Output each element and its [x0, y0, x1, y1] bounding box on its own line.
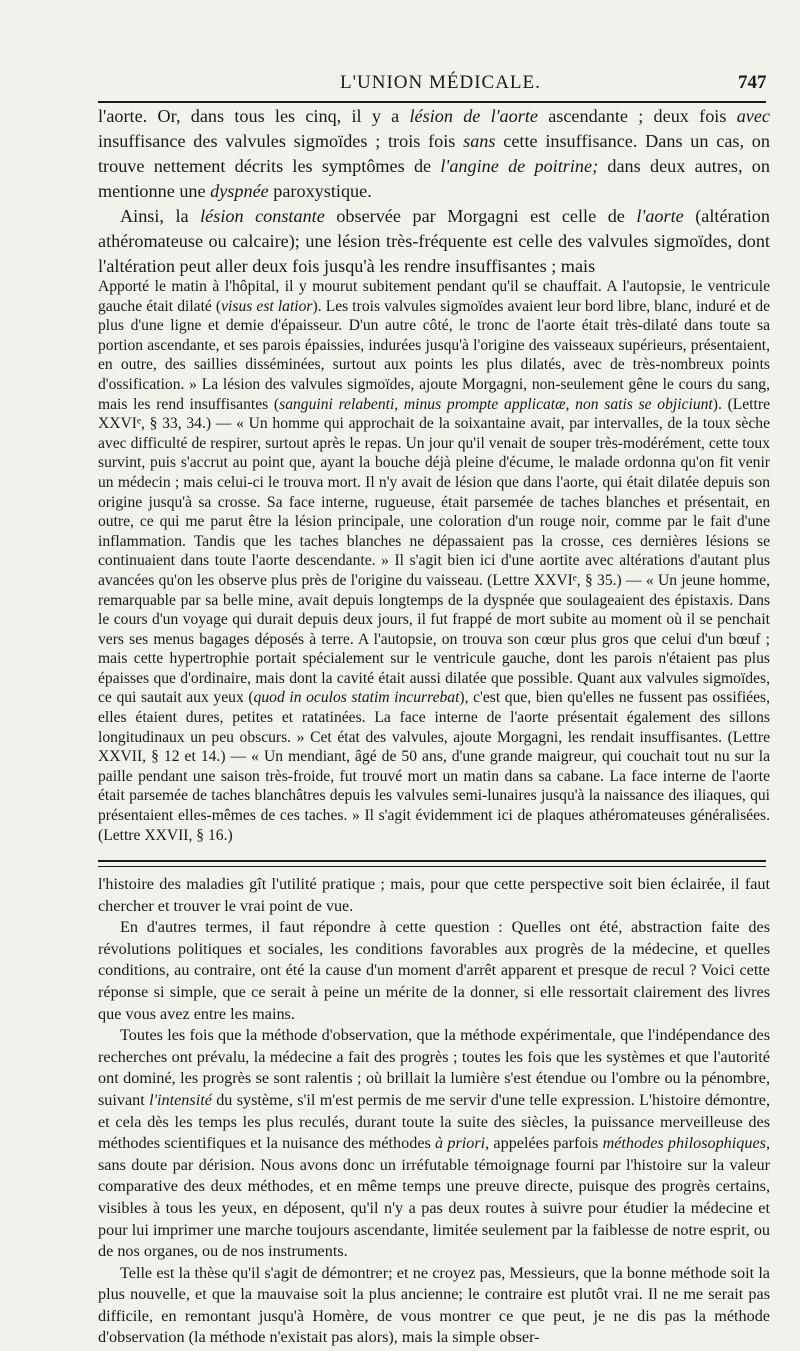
paragraph: Ainsi, la lésion constante observée par Morgagni est celle de l'aorte (altération athéromateuse ou calcaire); une lésion très-fréquente est celle des valvules sigmoïdes, dont l'altération peut aller deux fois jusqu'à les rendre insuffisantes ; mais	[98, 206, 770, 276]
separator-rule-thin	[98, 866, 766, 867]
paragraph: Telle est la thèse qu'il s'agit de démontrer; et ne croyez pas, Messieurs, que la bonne méthode soit la plus nouvelle, et que la mauvaise soit la plus ancienne; le contraire est plutôt vrai. Il ne me serait pas difficile, en remontant jusqu'à Homère, de vous montrer ce que peut, je ne dis pas la méthode d'observation (la méthode n'existait pas alors), mais la simple obser-	[98, 1263, 770, 1347]
running-header	[0, 66, 800, 98]
paragraph: Toutes les fois que la méthode d'observation, que la méthode expérimentale, que l'indépendance des recherches ont prévalu, la médecine a fait des progrès ; toutes les fois que les systèmes et que l'autorité ont dominé, les progrès se sont ralentis ; où brillait la lumière s'est étendue ou l'ombre ou la pénombre, suivant l'intensité du système, s'il m'est permis de me servir d'une telle expression. L'histoire démontre, et cela dès les temps les plus reculés, durant toute la suite des siècles, la puissance merveilleuse des méthodes scientifiques et la nuisance des méthodes à priori, appelées parfois méthodes philosophiques, sans doute par dérision. Nous avons donc un irréfutable témoignage fourni par l'histoire sur la valeur comparative des deux méthodes, et en même temps une preuve directe, puisque des progrès certains, visibles à tous les yeux, en déposent, qu'il n'y a pas deux routes à suivre pour étudier la médecine et pour lui imprimer une marche toujours ascendante, limitée seulement par la faiblesse de notre esprit, ou de nos organes, ou de nos instruments.	[98, 1026, 770, 1261]
paragraph: En d'autres termes, il faut répondre à cette question : Quelles ont été, abstraction faite des révolutions politiques et sociales, les conditions favorables aux progrès de la médecine, et quelles conditions, au contraire, ont été la cause d'un moment d'arrêt apparent et presque de recul ? Voici cette réponse si simple, que ce serait à peine un mérite de la donner, si elle ressortait clairement des livres que vous avez entre les mains.	[98, 918, 770, 1023]
page-number: 747	[738, 72, 767, 93]
journal-title: L'UNION MÉDICALE.	[340, 72, 541, 93]
footnote-text	[98, 277, 770, 845]
main-text-top	[98, 104, 770, 279]
paragraph: l'histoire des maladies gît l'utilité pratique ; mais, pour que cette perspective soit bien éclairée, il faut chercher et trouver le vrai point de vue.	[98, 875, 770, 915]
main-text-bottom	[98, 874, 770, 1349]
separator-rule-thick	[98, 860, 766, 862]
footnote-paragraph: Apporté le matin à l'hôpital, il y mourut subitement pendant qu'il se chauffait. A l'autopsie, le ventricule gauche était dilaté (visus est latior). Les trois valvules sigmoïdes avaient leur bord libre, blanc, induré et de plus d'une ligne et demie d'épaisseur. D'un autre côté, le tronc de l'aorte était très-dilaté dans toute sa portion ascendante, et ses parois épaissies, indurées jusqu'à l'origine des vaisseaux supérieurs, présentaient, en outre, des saillies disséminées, surtout aux points les plus dilatés, avec de très-nombreux points d'ossification. » La lésion des valvules sigmoïdes, ajoute Morgagni, non-seulement gêne le cours du sang, mais les rend insuffisantes (sanguini relabenti, minus prompte applicatæ, non satis se objiciunt). (Lettre XXVIᵉ, § 33, 34.) — « Un homme qui approchait de la soixantaine avait, par intervalles, de la toux sèche avec difficulté de respirer, surtout après le repas. Un jour qu'il venait de souper très-modérément, cette toux survint, puis s'accrut au point que, ayant la bouche déjà pleine d'écume, le malade ordonna qu'on fit venir un médecin ; mais celui-ci le trouva mort. Il n'y avait de lésion que dans l'aorte, qui était dilatée depuis son origine jusqu'à sa crosse. Sa face interne, rugueuse, était parsemée de taches blanches et présentait, en outre, ce qui me parut être la lésion principale, une coloration d'un rouge noir, comme par le fait d'une inflammation. Tandis que les taches blanches ne dépassaient pas la crosse, ces dernières lésions se continuaient dans toute l'aorte descendante. » Il s'agit bien ici d'une aortite avec altérations d'autant plus avancées qu'on les observe plus près de l'origine du vaisseau. (Lettre XXVIᵉ, § 35.) — « Un jeune homme, remarquable par sa belle mine, avait depuis longtemps de la dyspnée que soulageaient des épistaxis. Dans le cours d'un voyage qui durait depuis deux jours, il fut frappé de mort subite au moment où il se penchait vers ses menus bagages déposés à terre. A l'autopsie, on trouva son cœur plus gros que celui d'un bœuf ; mais cette hypertrophie portait spécialement sur le ventricule gauche, dont les parois n'étaient pas plus épaisses que d'ordinaire, mais dont la cavité était aussi dilatée que possible. Quant aux valvules sigmoïdes, ce qui sautait aux yeux (quod in oculos statim incurrebat), c'est que, bien qu'elles ne fussent pas ossifiées, elles étaient dures, petites et ratatinées. La face interne de l'aorte présentait également des sillons longitudinaux un peu obscurs. » Cet état des valvules, ajoute Morgagni, les rendait insuffisantes. (Lettre XXVII, § 12 et 14.) — « Un mendiant, âgé de 50 ans, d'une grande maigreur, qui couchait tout nu sur la paille pendant une saison très-froide, fut trouvé mort un matin dans sa cabane. La face interne de l'aorte était parsemée de taches blanchâtres depuis les valvules semi-lunaires jusqu'à la naissance des iliaques, qui présentaient elles-mêmes de ces taches. » Il s'agit évidemment ici de plaques athéromateuses généralisées. (Lettre XXVII, § 16.)	[98, 278, 771, 844]
header-rule	[98, 101, 766, 103]
paragraph: l'aorte. Or, dans tous les cinq, il y a lésion de l'aorte ascendante ; deux fois avec insuffisance des valvules sigmoïdes ; trois fois sans cette insuffisance. Dans un cas, on trouve nettement décrits les symptômes de l'angine de poitrine; dans deux autres, on mentionne une dyspnée paroxystique.	[98, 106, 770, 201]
